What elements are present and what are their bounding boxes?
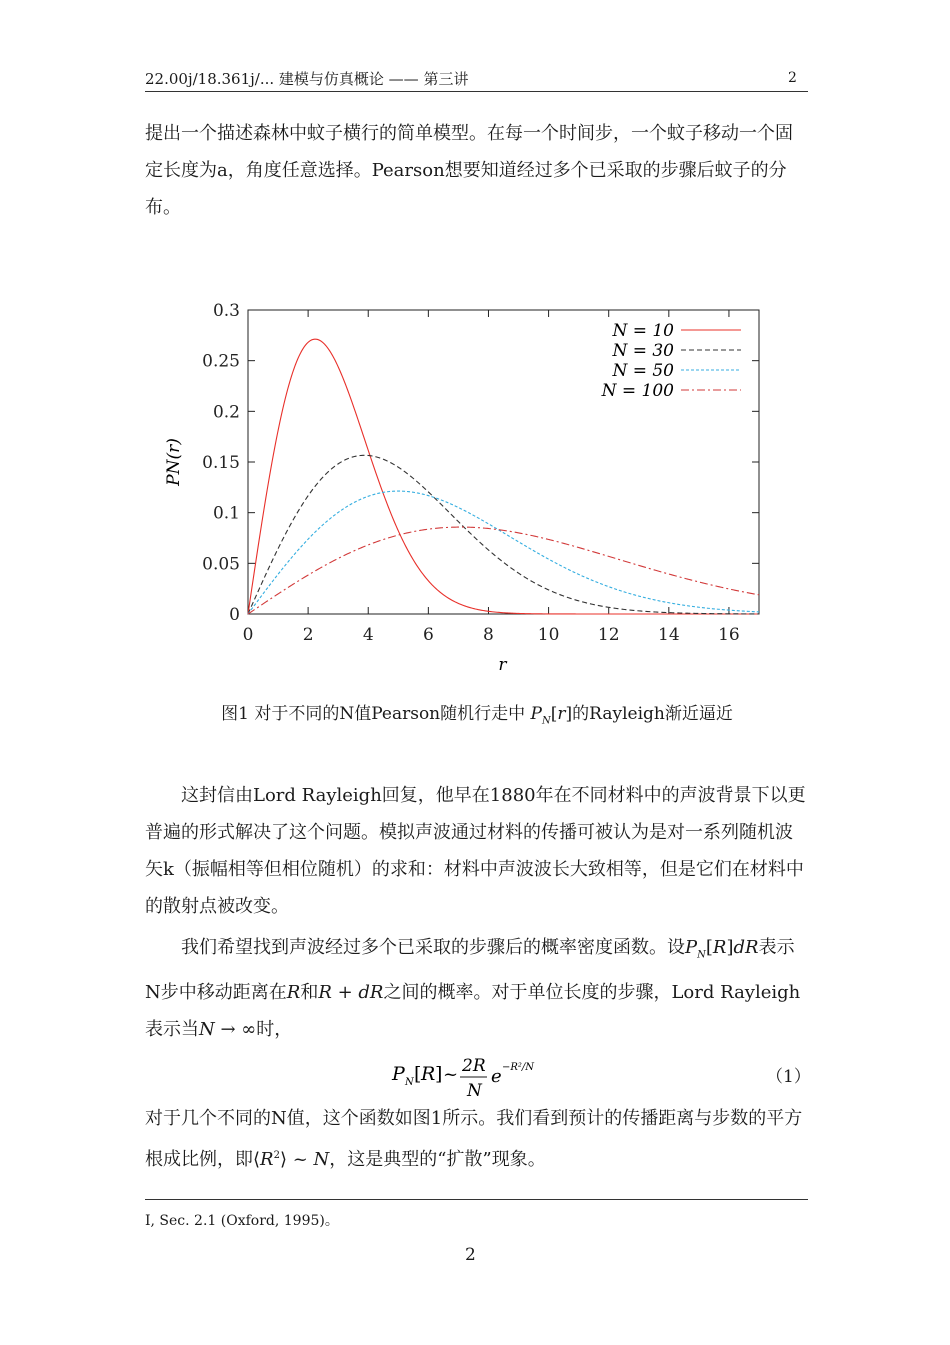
legend-label-30: N = 30 xyxy=(612,341,674,361)
equation-svg xyxy=(390,1051,560,1101)
running-header: 22.00j/18.361j/... 建模与仿真概论 —— 第三讲 xyxy=(145,70,469,88)
y-axis-label: PN(r) xyxy=(164,438,184,486)
eq-numerator: 2R xyxy=(462,1056,486,1076)
p3-math-r: R xyxy=(712,937,727,958)
x-tick-label: 12 xyxy=(597,625,620,645)
figure-caption: 图1 对于不同的N值Pearson随机行走中 $P_N[r]$的Rayleigh渐近逼近 xyxy=(221,704,733,727)
caption-suffix: 的Rayleigh渐近逼近 xyxy=(572,704,733,724)
x-tick-label: 10 xyxy=(537,625,560,645)
p3-text-c: 和 xyxy=(300,981,319,1003)
y-tick-label: 0.05 xyxy=(202,554,240,575)
p3-math-ninf: N → ∞ xyxy=(199,1018,257,1040)
series-line-30 xyxy=(248,455,759,614)
page-number: 2 xyxy=(465,1245,476,1265)
legend-label-100: N = 100 xyxy=(601,381,674,401)
x-tick-label: 0 xyxy=(242,625,254,645)
header-rule xyxy=(145,91,808,92)
eq-exponent: −R²/N xyxy=(502,1062,535,1073)
legend-label-50: N = 50 xyxy=(612,361,674,381)
p3-math-rdr: R + dR xyxy=(318,981,384,1003)
caption-prefix: 图1 对于不同的N值Pearson随机行走中 xyxy=(221,704,526,724)
x-tick-label: 6 xyxy=(422,625,434,645)
y-tick-label: 0.3 xyxy=(212,301,240,321)
paragraph-intro: 提出一个描述森林中蚊子横行的简单模型。在每一个时间步，一个蚊子移动一个固定长度为a，角度任意选择。Pearson想要知道经过多个已采取的步骤后蚊子的分布。 xyxy=(145,123,793,218)
eq-sim: ~ xyxy=(443,1064,459,1085)
x-tick-label: 16 xyxy=(718,625,740,645)
p3-text-a: 我们希望找到声波经过多个已采取的步骤后的概率密度函数。设 xyxy=(181,937,685,958)
eq-denominator: N xyxy=(467,1081,482,1101)
caption-math-sub: N xyxy=(541,715,551,727)
p4-text-a: 对于几个不同的N值，这个函数如图1所示。我们看到预计的传播距离与步数的平方根成比例，即 xyxy=(145,1108,803,1170)
y-tick-label: 0.1 xyxy=(212,503,240,524)
y-tick-label: 0.2 xyxy=(212,402,240,423)
paragraph-rayleigh: 这封信由Lord Rayleigh回复，他早在1880年在不同材料中的声波背景下以更普遍的形式解决了这个问题。模拟声波通过材料的传播可被认为是对一系列随机波矢k（振幅相等但相位随机）的求和：材料中声波波长大致相等，但是它们在材料中的散射点被改变。 xyxy=(145,785,806,917)
equation-1 xyxy=(390,1051,560,1106)
p4-text-b: ，这是典型的“扩散”现象。 xyxy=(329,1149,546,1170)
footnote: Ⅰ, Sec. 2.1 (Oxford, 1995)。 xyxy=(145,1213,339,1229)
p4-math-n: N xyxy=(313,1149,330,1170)
plot-frame xyxy=(248,310,759,614)
p3-text-b: 表示N步中移动距离在 xyxy=(145,937,795,1003)
eq-arg: R xyxy=(421,1063,436,1085)
eq-exp-base: e xyxy=(491,1066,502,1087)
series-line-100 xyxy=(248,527,759,614)
p3-text-e: 时， xyxy=(256,1018,293,1040)
figure-chart xyxy=(145,290,785,680)
caption-math-p: P xyxy=(530,704,542,724)
x-tick-label: 14 xyxy=(658,625,680,645)
paragraph-pdf: 我们希望找到声波经过多个已采取的步骤后的概率密度函数。设$P_N[R]dR$表示N步中移动距离在R和R + dR之间的概率。对于单位长度的步骤，Lord Rayleigh表示当N → ∞时， xyxy=(145,937,801,1040)
footnote-rule xyxy=(145,1199,808,1200)
series-line-50 xyxy=(248,491,759,614)
y-tick-label: 0 xyxy=(229,605,240,625)
equation-number: （1） xyxy=(766,1067,811,1087)
series-line-10 xyxy=(248,339,759,614)
x-tick-label: 8 xyxy=(483,625,494,645)
x-tick-label: 2 xyxy=(302,625,314,645)
p4-math-r: R xyxy=(260,1149,274,1170)
eq-sub: N xyxy=(405,1077,414,1088)
y-tick-label: 0.25 xyxy=(202,351,240,372)
x-axis-label: r xyxy=(498,655,507,675)
p3-math-dr: dR xyxy=(733,937,759,958)
svg-text:[: [ xyxy=(414,1063,422,1085)
legend-label-10: N = 10 xyxy=(612,321,674,341)
svg-text:]: ] xyxy=(435,1063,443,1085)
p3-math-r2: R xyxy=(286,981,301,1003)
p3-math-p: P xyxy=(685,937,698,958)
eq-lhs: P xyxy=(392,1063,405,1085)
header-page-number: 2 xyxy=(788,70,797,86)
paragraph-figure-ref: 对于几个不同的N值，这个函数如图1所示。我们看到预计的传播距离与步数的平方根成比例，即$⟨R^2⟩$ ~ N，这是典型的“扩散”现象。 xyxy=(145,1108,803,1170)
y-tick-label: 0.15 xyxy=(202,453,240,473)
p4-math-sim: ~ xyxy=(292,1149,308,1170)
p3-math-sub: N xyxy=(697,949,706,961)
x-tick-label: 4 xyxy=(362,625,374,645)
p3-text-d: 之间的概率。对于单位长度的步骤，Lord Rayleigh表示当 xyxy=(145,981,801,1040)
